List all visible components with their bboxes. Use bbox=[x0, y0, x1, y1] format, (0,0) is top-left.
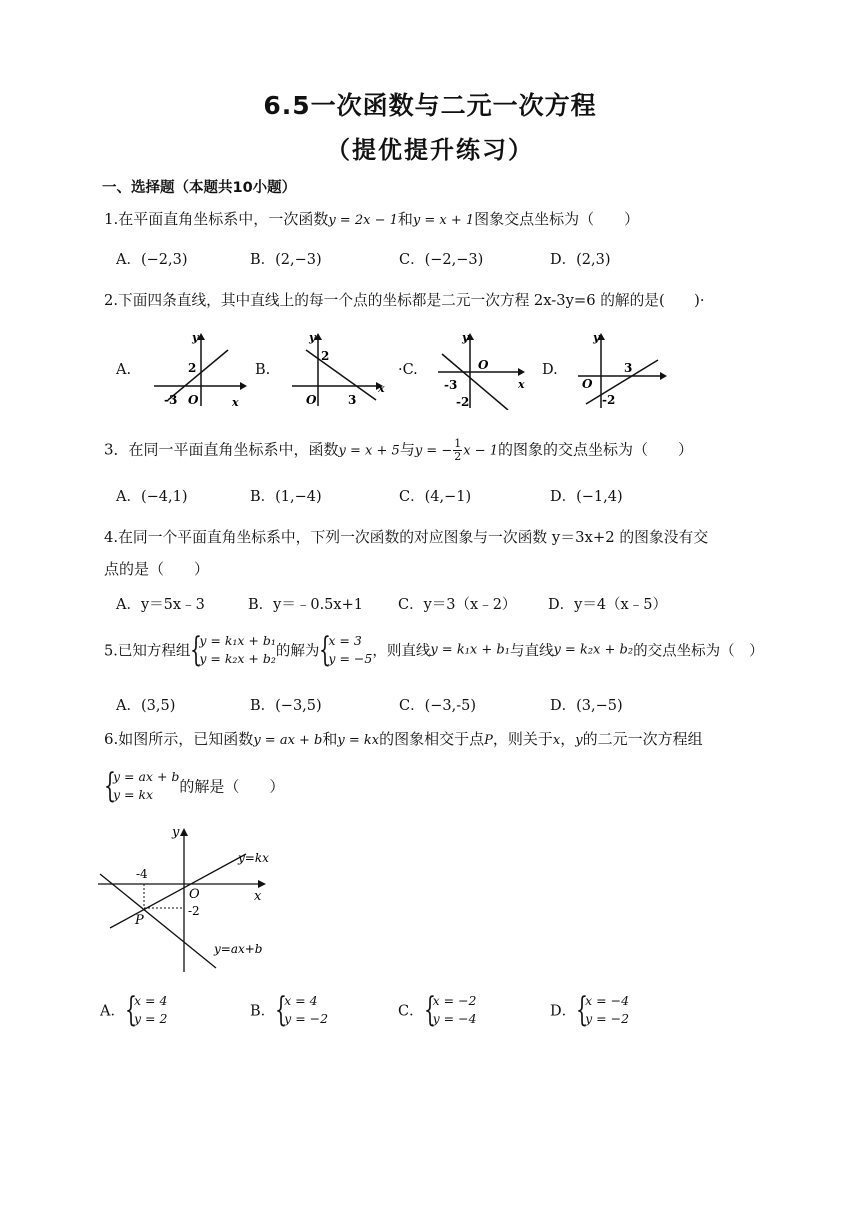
question-1-prefix: 1.在平面直角坐标系中，一次函数 bbox=[104, 210, 329, 228]
question-6-function-1: y = ax + b bbox=[253, 733, 323, 748]
question-6-system-line bbox=[104, 768, 284, 804]
q5-option-c[interactable]: C．(−3,-5) bbox=[399, 698, 477, 714]
q2-graph-d-y-label: y bbox=[593, 331, 600, 344]
q2-graph-b-x-label: x bbox=[378, 382, 385, 395]
brace-icon: { bbox=[124, 990, 137, 1030]
section-heading: 一、选择题（本题共10小题） bbox=[102, 180, 297, 196]
q2-graph-a-x-label: x bbox=[232, 396, 239, 409]
q2-graph-a-num-2: -3 bbox=[164, 393, 178, 407]
q6-graph-tick-minus-4: -4 bbox=[136, 867, 148, 881]
q3-option-c[interactable]: C．(4,−1) bbox=[399, 489, 472, 505]
q6-graph-point-p: P bbox=[135, 913, 144, 928]
question-5-prefix: 5.已知方程组 bbox=[104, 643, 191, 660]
system-1-row-1: y = k₁x + b₁ bbox=[199, 633, 276, 648]
question-3 bbox=[104, 438, 693, 463]
question-5-system-2 bbox=[319, 632, 372, 668]
question-1 bbox=[104, 208, 639, 229]
q2-graph-d-num-1: 3 bbox=[624, 361, 633, 375]
question-2: 2.下面四条直线，其中直线上的每一个点的坐标都是二元一次方程 2x-3y=6 的解的是( )· bbox=[104, 292, 705, 309]
q5-option-b[interactable]: B．(−3,5) bbox=[250, 698, 322, 714]
q2-graph-c-y-label: y bbox=[462, 331, 469, 344]
question-4-line-1: 4.在同一个平面直角坐标系中，下列一次函数的对应图象与一次函数 y＝3x+2 的图象没有交 bbox=[104, 529, 709, 546]
question-5 bbox=[104, 632, 764, 668]
q2-option-d[interactable]: D. bbox=[542, 362, 558, 378]
question-6-var-y: y bbox=[575, 733, 583, 748]
q6-graph-tick-minus-2: -2 bbox=[188, 904, 200, 918]
q6-graph-line-axb-label: y=ax+b bbox=[214, 942, 263, 956]
system-2-row-1: x = 3 bbox=[328, 633, 362, 648]
question-6 bbox=[104, 728, 703, 749]
question-5-mid: 的解为 bbox=[275, 643, 320, 660]
q5-option-a[interactable]: A．(3,5) bbox=[116, 698, 176, 714]
q2-graph-a-y-label: y bbox=[192, 331, 199, 344]
question-6-mid-3: ，则关于 bbox=[492, 730, 553, 748]
q6-graph-y-label: y bbox=[172, 825, 180, 840]
q3-option-b[interactable]: B．(1,−4) bbox=[250, 489, 322, 505]
q2-option-c[interactable]: ·C. bbox=[398, 362, 418, 378]
question-3-function-1: y = x + 5 bbox=[338, 443, 400, 459]
question-6-prefix: 6.如图所示，已知函数 bbox=[104, 730, 254, 748]
q2-graph-b bbox=[288, 330, 388, 410]
question-6-comma: ， bbox=[560, 730, 576, 748]
q6-option-d-system bbox=[576, 992, 629, 1028]
brace-icon: { bbox=[319, 630, 332, 670]
q6-option-a-label: A． bbox=[100, 1003, 125, 1020]
q6-graph-line-kx-label: y=kx bbox=[238, 851, 269, 865]
question-3-suffix: 的图象的交点坐标为（ ） bbox=[498, 440, 694, 459]
q6-option-d-row-1: x = −4 bbox=[585, 993, 630, 1008]
q2-graph-c-num-2: -2 bbox=[456, 395, 470, 409]
question-4-line-2: 点的是（ ） bbox=[104, 560, 210, 578]
q1-option-a[interactable]: A．(−2,3) bbox=[116, 252, 188, 268]
q6-option-c-row-1: x = −2 bbox=[432, 993, 477, 1008]
brace-icon: { bbox=[423, 990, 436, 1030]
q6-option-a[interactable] bbox=[100, 992, 167, 1028]
q6-option-b-row-1: x = 4 bbox=[284, 993, 318, 1008]
q6-option-a-row-1: x = 4 bbox=[133, 993, 168, 1008]
q6-option-d[interactable] bbox=[550, 992, 629, 1028]
q4-option-c[interactable]: C．y＝3（x﹣2） bbox=[398, 597, 517, 613]
page-subtitle: （提优提升练习） bbox=[326, 136, 534, 164]
q1-option-b[interactable]: B．(2,−3) bbox=[250, 252, 322, 268]
question-6-point-p: P bbox=[484, 733, 493, 748]
question-6-mid-2: 的图象相交于点 bbox=[379, 730, 485, 748]
q3-option-a[interactable]: A．(−4,1) bbox=[116, 489, 188, 505]
brace-icon: { bbox=[104, 766, 116, 806]
q2-graph-a-origin: O bbox=[188, 393, 199, 407]
question-1-function-2: y = x + 1 bbox=[412, 213, 475, 228]
question-5-line-2: y = k₂x + b₂ bbox=[553, 642, 634, 658]
q6-option-c-label: C． bbox=[398, 1003, 424, 1020]
q6-option-c[interactable] bbox=[398, 992, 477, 1028]
q3-option-d[interactable]: D．(−1,4) bbox=[550, 489, 623, 505]
q6-option-c-system bbox=[424, 992, 477, 1028]
q2-graph-c-num-1: -3 bbox=[444, 378, 458, 392]
brace-icon: { bbox=[190, 630, 203, 670]
q2-graph-d-origin: O bbox=[582, 377, 593, 391]
q2-graph-c bbox=[434, 330, 534, 410]
q2-graph-d-num-2: -2 bbox=[602, 393, 616, 407]
fraction-numerator: 1 bbox=[454, 437, 462, 450]
q2-option-b[interactable]: B. bbox=[255, 362, 271, 378]
q6-option-b-label: B． bbox=[250, 1003, 276, 1020]
q4-option-b[interactable]: B．y＝﹣0.5x+1 bbox=[248, 597, 363, 613]
q2-graph-d bbox=[574, 330, 674, 410]
q6-option-b-row-2: y = −2 bbox=[284, 1011, 329, 1026]
fraction-denominator: 2 bbox=[454, 450, 462, 463]
q6-option-c-row-2: y = −4 bbox=[432, 1011, 477, 1026]
q1-option-c[interactable]: C．(−2,−3) bbox=[399, 252, 484, 268]
question-5-mid-3: 与直线 bbox=[509, 643, 554, 660]
question-6-var-x: x bbox=[552, 733, 561, 748]
question-6-after: 的解是（ ） bbox=[179, 777, 285, 796]
question-5-suffix: 的交点坐标为（ ） bbox=[633, 643, 764, 660]
brace-icon: { bbox=[275, 990, 288, 1030]
question-5-mid-2: ，则直线 bbox=[372, 643, 431, 660]
q6-option-d-row-2: y = −2 bbox=[585, 1011, 630, 1026]
system-2-row-2: y = −5 bbox=[328, 651, 373, 666]
question-3-fraction bbox=[453, 438, 462, 463]
q2-graph-b-num-1: 2 bbox=[321, 349, 330, 363]
question-3-mid: 与 bbox=[399, 440, 415, 459]
system-row-1: y = ax + b bbox=[113, 769, 180, 784]
question-1-suffix: 图象交点坐标为（ ） bbox=[474, 210, 640, 228]
q2-option-a[interactable]: A. bbox=[116, 362, 132, 378]
q5-option-d[interactable]: D．(3,−5) bbox=[550, 698, 623, 714]
q6-option-d-label: D． bbox=[550, 1003, 577, 1020]
question-6-suffix: 的二元一次方程组 bbox=[582, 730, 703, 748]
q2-graph-b-num-2: 3 bbox=[348, 393, 357, 407]
q4-option-a[interactable]: A．y＝5x﹣3 bbox=[116, 597, 205, 613]
q6-graph bbox=[96, 822, 296, 974]
q2-graph-b-y-label: y bbox=[309, 331, 316, 344]
q6-option-b-system bbox=[275, 992, 328, 1028]
q2-graph-a-num-1: 2 bbox=[188, 361, 197, 375]
brace-icon: { bbox=[576, 990, 589, 1030]
system-1-row-2: y = k₂x + b₂ bbox=[199, 651, 276, 666]
question-1-function-1: y = 2x − 1 bbox=[328, 213, 398, 228]
system-row-2: y = kx bbox=[113, 787, 154, 802]
q6-graph-origin: O bbox=[189, 887, 200, 902]
question-6-system bbox=[104, 768, 179, 804]
q6-option-b[interactable] bbox=[250, 992, 328, 1028]
page-title: 6.5一次函数与二元一次方程 bbox=[263, 91, 597, 120]
question-5-line-1: y = k₁x + b₁ bbox=[430, 642, 510, 658]
q2-graph-b-origin: O bbox=[306, 393, 317, 407]
question-3-function-2b: x − 1 bbox=[463, 443, 498, 459]
q6-graph-x-label: x bbox=[254, 889, 262, 904]
question-6-mid: 和 bbox=[322, 730, 338, 748]
q1-option-d[interactable]: D．(2,3) bbox=[550, 252, 611, 268]
q2-graph-c-x-label: x bbox=[518, 378, 525, 391]
q2-graph-c-origin: O bbox=[478, 358, 489, 372]
question-5-system-1 bbox=[190, 632, 276, 668]
q4-option-d[interactable]: D．y＝4（x﹣5） bbox=[548, 597, 667, 613]
q6-option-a-row-2: y = 2 bbox=[133, 1011, 168, 1026]
question-1-mid: 和 bbox=[397, 210, 413, 228]
q2-graph-a bbox=[148, 330, 248, 410]
question-3-prefix: 3．在同一平面直角坐标系中，函数 bbox=[104, 440, 339, 459]
question-6-function-2: y = kx bbox=[337, 733, 380, 748]
q6-option-a-system bbox=[125, 992, 167, 1028]
question-3-function-2a: y = − bbox=[414, 443, 453, 459]
